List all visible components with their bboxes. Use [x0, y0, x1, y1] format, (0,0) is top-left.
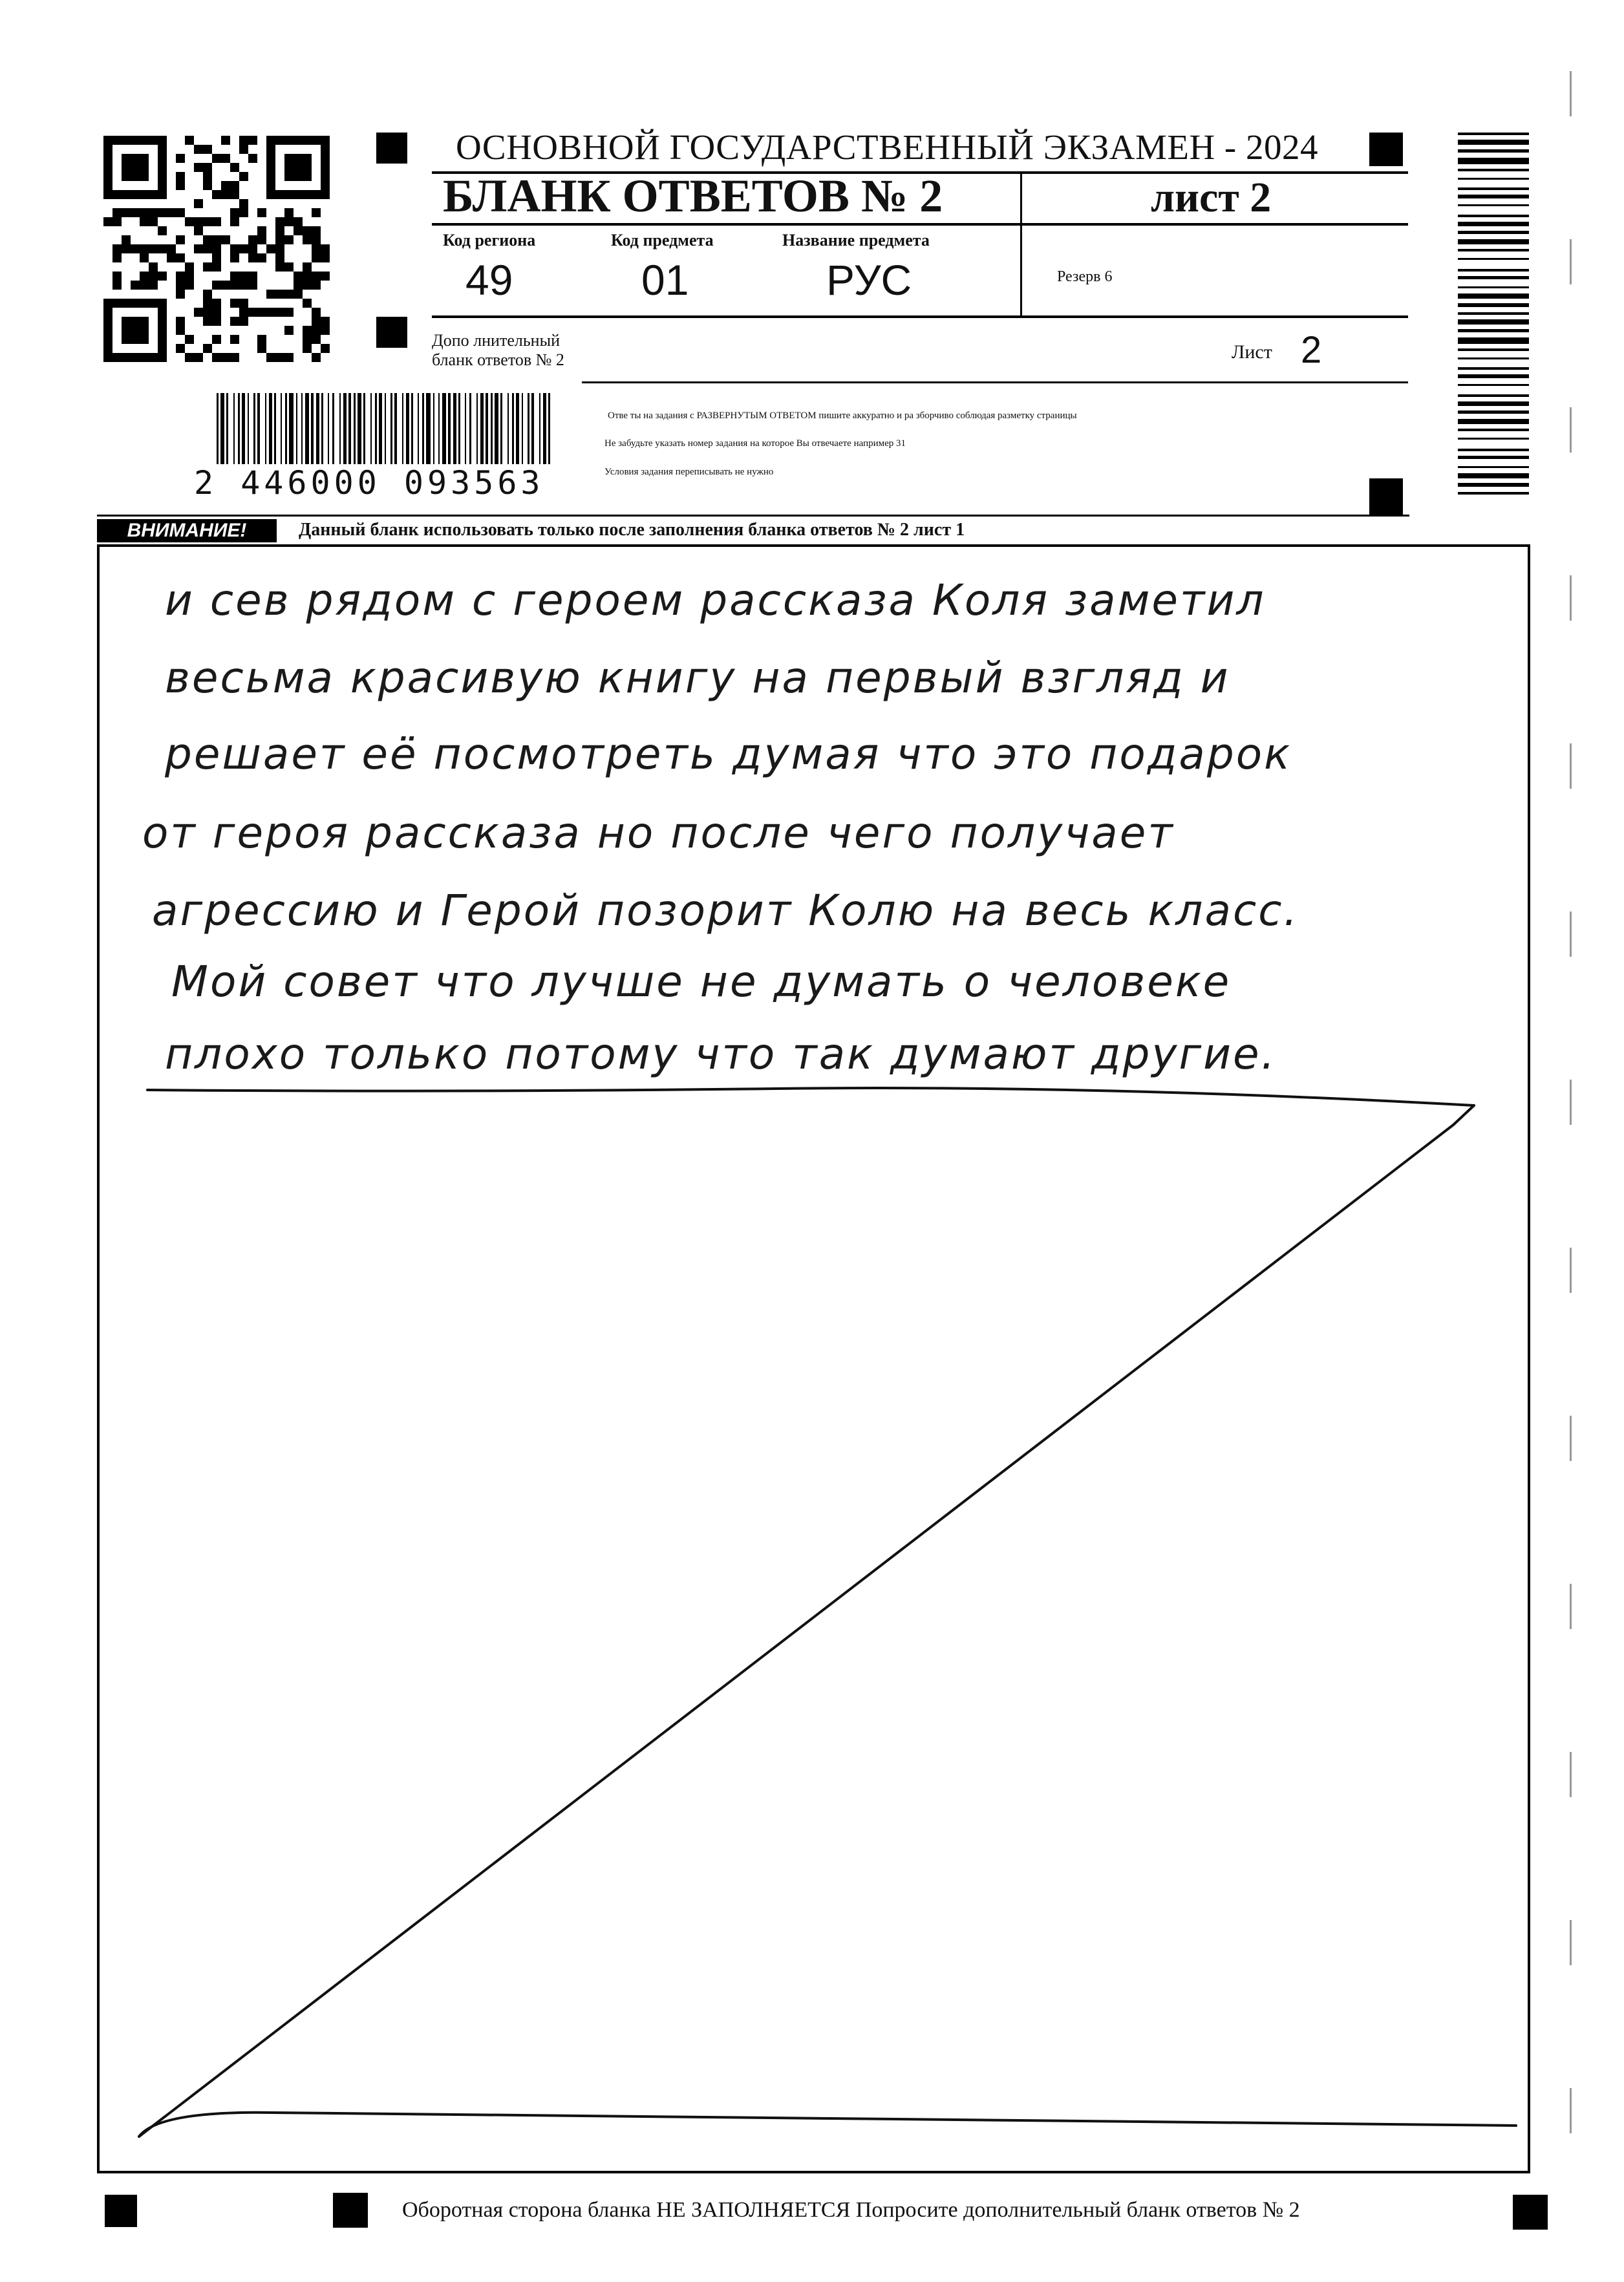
- additional-label-line1: Допо лнительный: [432, 331, 560, 350]
- corner-marker: [376, 133, 407, 164]
- header-divider: [1020, 173, 1022, 315]
- subject-name-value: РУС: [826, 256, 912, 304]
- answer-line: весьма красивую книгу на первый взгляд и: [165, 653, 1230, 703]
- corner-marker: [1369, 478, 1403, 515]
- corner-marker: [333, 2193, 368, 2228]
- answer-line: Мой совет что лучше не думать о человеке: [171, 957, 1232, 1007]
- side-barcode: [1458, 133, 1529, 498]
- answer-line: плохо только потому что так думают другие.: [165, 1029, 1277, 1079]
- reserve-label: Резерв 6: [1057, 268, 1113, 285]
- form-barcode: [217, 393, 553, 464]
- answer-line: и сев рядом с героем рассказа Коля заметил: [165, 575, 1266, 625]
- warning-badge: ВНИМАНИЕ!: [97, 519, 277, 542]
- subject-name-label: Название предмета: [782, 231, 930, 250]
- corner-marker: [1513, 2195, 1548, 2230]
- answer-line: от героя рассказа но после чего получает: [142, 808, 1175, 858]
- additional-label-line2: бланк ответов № 2: [432, 350, 564, 369]
- corner-marker: [105, 2195, 137, 2227]
- instruction-line-3: Условия задания переписывать не нужно: [604, 467, 774, 477]
- region-label: Код региона: [443, 231, 536, 250]
- scan-edge: [1570, 71, 1572, 2204]
- barcode-number: 2 446000 093563: [194, 464, 544, 502]
- region-value: 49: [465, 256, 513, 304]
- fields-rule: [432, 315, 1408, 318]
- answer-line: агрессию и Герой позорит Колю на весь класс.: [152, 886, 1299, 935]
- answer-line: решает её посмотреть думая что это подарок: [165, 729, 1292, 779]
- additional-label: [432, 331, 564, 370]
- answer-area[interactable]: [97, 544, 1530, 2173]
- form-title: БЛАНК ОТВЕТОВ № 2: [443, 170, 943, 222]
- footer-text: Оборотная сторона бланка НЕ ЗАПОЛНЯЕТСЯ Попросите дополнительный бланк ответов № 2: [402, 2198, 1300, 2222]
- corner-marker: [1369, 133, 1403, 166]
- subject-code-value: 01: [641, 256, 689, 304]
- subject-code-label: Код предмета: [611, 231, 714, 250]
- instructions-rule: [97, 515, 1409, 517]
- sheet-rule: [582, 381, 1408, 383]
- warning-text: Данный бланк использовать только после заполнения бланка ответов № 2 лист 1: [299, 520, 965, 540]
- corner-marker: [376, 317, 407, 348]
- qr-code: [103, 136, 330, 362]
- instruction-line-2: Не забудьте указать номер задания на которое Вы отвечаете например 31: [604, 438, 906, 449]
- exam-title: ОСНОВНОЙ ГОСУДАРСТВЕННЫЙ ЭКЗАМЕН - 2024: [456, 127, 1318, 167]
- header-rule: [432, 223, 1408, 226]
- instruction-line-1: Отве ты на задания с РАЗВЕРНУТЫМ ОТВЕТОМ пишите аккуратно и ра зборчиво соблюдая разметку страницы: [608, 411, 1077, 421]
- sheet-label: Лист: [1232, 341, 1272, 363]
- sheet-title: лист 2: [1151, 174, 1272, 221]
- sheet-value: 2: [1301, 329, 1322, 371]
